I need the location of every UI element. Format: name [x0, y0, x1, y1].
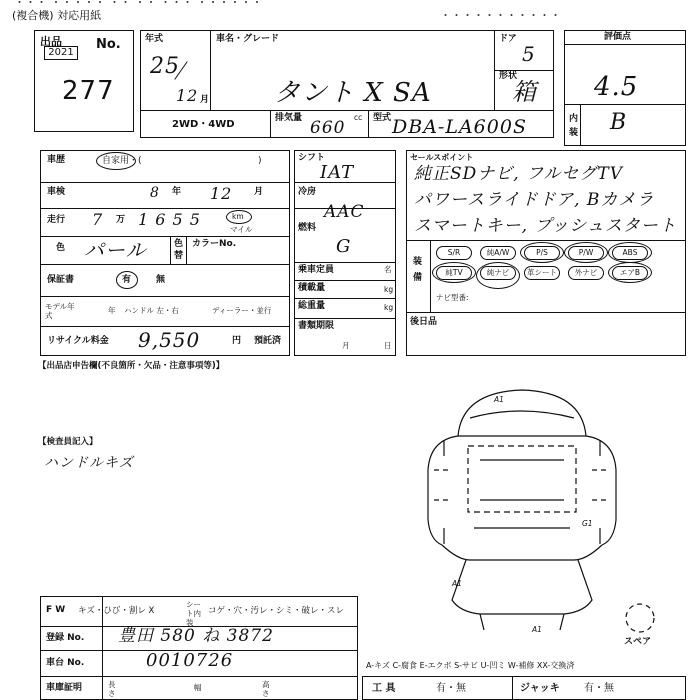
eq-airbag: エアB	[612, 266, 648, 280]
mile-unit: マイル	[230, 225, 253, 234]
chassis-value: 0010726	[146, 650, 234, 671]
lot-number: 277	[62, 76, 115, 106]
gross-unit: kg	[384, 303, 394, 312]
navi-model-label: ナビ型番:	[436, 293, 469, 302]
jack-value: 有・無	[584, 683, 614, 694]
recycle-label: リサイクル料金	[47, 336, 109, 346]
ac-label: 冷房	[298, 187, 317, 197]
reg-value: 豊田 580 ね 3872	[118, 626, 274, 646]
history-close: )	[258, 156, 262, 166]
load-unit: kg	[384, 285, 394, 294]
header-line2-right: ・・・・・・・・・・・	[440, 9, 561, 22]
eq-tv: 純TV	[436, 266, 472, 280]
cert-length: 長さ	[108, 680, 116, 698]
interior-label: 内装	[569, 114, 579, 138]
recycle-value: 9,550	[138, 328, 201, 352]
capacity-unit: 名	[384, 265, 392, 274]
mileage-man: 7	[92, 210, 104, 229]
capacity-label: 乗車定員	[298, 265, 335, 275]
fw-text: キズ・ひび・割レ X	[78, 606, 155, 616]
warranty-no: 無	[156, 275, 166, 285]
interior-value: B	[610, 110, 628, 135]
docs-unit2: 日	[384, 341, 392, 350]
seller-notes-label: 【出品店申告欄(不良箇所・欠品・注意事項等)】	[38, 361, 225, 371]
reg-label: 登録 No.	[46, 633, 85, 643]
legend-text: A-キズ C-腐食 E-エクボ S-サビ U-凹ミ W-補修 XX-交換済	[366, 661, 575, 670]
inspection-year: 8	[150, 185, 160, 201]
drive-label: 2WD・4WD	[172, 119, 235, 130]
handle-label: ハンドル 左・右	[124, 306, 179, 315]
warranty-label: 保証書	[47, 275, 75, 285]
deposited-label: 預託済	[254, 336, 282, 346]
eq-abs: ABS	[612, 246, 648, 260]
man-unit: 万	[116, 215, 126, 225]
km-unit: km	[232, 212, 244, 221]
fw-label: F W	[46, 605, 66, 615]
warranty-yes: 有	[122, 275, 132, 285]
jack-label: ジャッキ	[520, 683, 560, 694]
eq-sr: S/R	[436, 246, 472, 260]
month-unit: 月	[200, 95, 210, 105]
name-value: タント X SA	[274, 78, 432, 108]
eq-pw: P/W	[568, 246, 604, 260]
chassis-label: 車台 No.	[46, 658, 85, 668]
load-label: 積載量	[298, 283, 326, 293]
color-value: パール	[84, 238, 147, 262]
displacement-unit: cc	[354, 113, 363, 122]
header-line1: ・・・ ・・・・・ ・・ ・・ ・・・ ・・・・・・	[14, 0, 263, 9]
docs-label: 書類期限	[298, 321, 335, 331]
ac-value: AAC	[324, 202, 365, 222]
eq-leather: 革シート	[524, 266, 560, 280]
fuel-label: 燃料	[298, 223, 317, 233]
seat-label: シート内 装	[186, 600, 201, 627]
recycle-unit: 円	[232, 336, 242, 346]
displacement-label: 排気量	[275, 113, 303, 123]
docs-unit: 月	[342, 341, 350, 350]
color-no-label: カラーNo.	[192, 239, 237, 249]
tools-label: 工 具	[372, 683, 396, 694]
eq-alloy: 純A/W	[480, 246, 516, 260]
color-change-label: 色替	[174, 239, 184, 261]
lot-prefix: 出品	[40, 35, 62, 48]
damage-mark-rear: A1	[532, 625, 542, 634]
spare-label: スペア	[624, 637, 652, 647]
sales-line1: 純正SDナビ, フルセグTV	[414, 164, 624, 184]
inspection-month: 12	[210, 184, 233, 203]
history-options: 自家用・(	[102, 156, 142, 166]
shift-value: IAT	[320, 162, 355, 183]
inspector-text: ハンドルキズ	[44, 455, 134, 471]
rating-score: 4.5	[594, 72, 639, 102]
cert-height: 高さ	[262, 680, 270, 698]
model-year-label: モデル年式	[45, 302, 75, 320]
fuel-value: G	[336, 236, 352, 257]
model-label: 型式	[373, 113, 392, 123]
model-value: DBA-LA600S	[392, 116, 527, 138]
inspection-label: 車検	[47, 187, 66, 197]
inspector-label: 【検査員記入】	[38, 437, 98, 447]
rating-label: 評価点	[604, 32, 632, 42]
name-label: 車名・グレード	[216, 34, 280, 44]
gross-label: 総重量	[298, 301, 326, 311]
shape-value: 箱	[512, 78, 537, 106]
damage-mark-front: A1	[494, 395, 504, 404]
door-value: 5	[522, 42, 536, 66]
damage-mark-rear-left: A1	[452, 579, 462, 588]
seat-text: コゲ・穴・汚レ・シミ・破レ・スレ	[208, 606, 345, 616]
eq-ext-navi: 外ナビ	[568, 266, 604, 280]
year-value: 25	[150, 54, 180, 79]
displacement-value: 660	[310, 118, 346, 138]
tools-value: 有・無	[436, 683, 466, 694]
shape-label: 形状	[499, 71, 518, 81]
sales-line2: パワースライドドア, Bカメラ	[414, 190, 655, 210]
month-value: 12	[176, 86, 199, 105]
equipment-label: 装備	[413, 257, 423, 283]
delivery-label: 後日品	[410, 317, 438, 327]
eq-ps: P/S	[524, 246, 560, 260]
model-year-unit: 年	[108, 306, 116, 315]
cert-label: 車庫証明	[46, 683, 83, 693]
mileage-rest: 1 6 5 5	[138, 210, 201, 229]
sales-label: セールスポイント	[410, 153, 474, 162]
year-label: 年式	[145, 34, 164, 44]
lot-year: 2021	[44, 46, 78, 60]
eq-navi: 純ナビ	[480, 266, 516, 280]
month-unit: 月	[254, 187, 264, 197]
lot-no-label: No.	[96, 37, 121, 52]
damage-mark-side: G1	[582, 519, 593, 528]
history-label: 車歴	[47, 155, 66, 165]
color-label: 色	[56, 243, 66, 253]
mileage-label: 走行	[47, 215, 66, 225]
door-label: ドア	[499, 34, 517, 44]
header-line2: (複合機) 対応用紙	[12, 9, 102, 22]
dealer-label: ディーラー・並行	[212, 306, 272, 315]
cert-width: 幅	[194, 683, 202, 692]
year-unit: 年	[172, 187, 182, 197]
sales-line3: スマートキー, プッシュスタート	[414, 216, 677, 236]
shift-label: シフト	[298, 153, 326, 163]
